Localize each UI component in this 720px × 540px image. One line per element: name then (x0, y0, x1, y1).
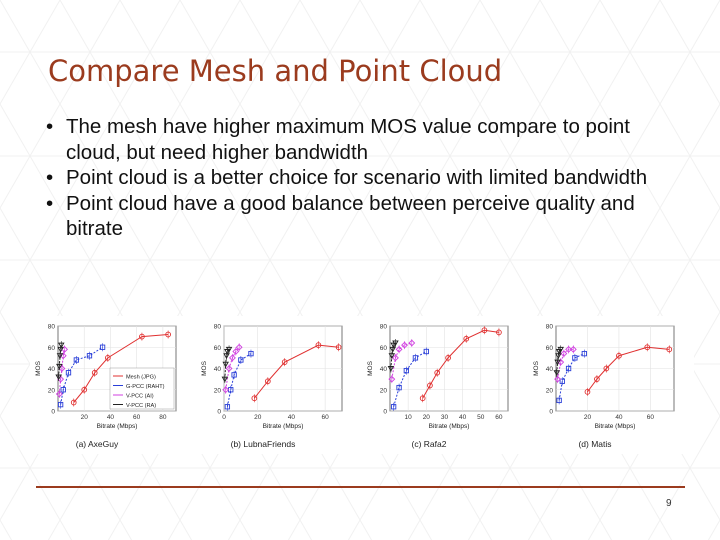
x-tick-label: 30 (440, 414, 449, 421)
chart-caption: (c) Rafa2 (411, 439, 447, 449)
x-tick-label: 80 (159, 414, 167, 421)
legend-label: Mesh (JPG) (126, 374, 156, 381)
legend-label: G-PCC (RAHT) (126, 383, 165, 390)
y-tick-label: 80 (47, 323, 55, 331)
x-tick-label: 20 (583, 414, 592, 421)
x-tick-label: 40 (106, 414, 115, 421)
y-tick-label: 60 (545, 344, 553, 352)
chart-panel (367, 324, 508, 450)
x-tick-label: 0 (222, 414, 226, 421)
y-tick-label: 0 (217, 408, 221, 416)
y-axis-label: MOS (201, 361, 208, 376)
x-tick-label: 20 (422, 414, 430, 421)
y-tick-label: 40 (379, 366, 387, 373)
y-tick-label: 60 (213, 344, 221, 352)
x-axis-label: Bitrate (Mbps) (96, 423, 138, 430)
y-tick-label: 20 (47, 387, 55, 395)
y-tick-label: 20 (545, 387, 553, 395)
y-tick-label: 60 (379, 344, 387, 352)
bullet-item: • Point cloud is a better choice for scenario with limited bandwidth (46, 165, 686, 191)
y-axis-label: MOS (35, 361, 42, 376)
legend-label: V-PCC (AI) (126, 393, 154, 400)
chart-caption: (a) AxeGuy (75, 439, 119, 449)
bullet-item: • Point cloud have a good balance between perceive quality and bitrate (46, 191, 686, 242)
y-tick-label: 80 (213, 323, 221, 331)
y-axis-label: MOS (367, 361, 374, 376)
chart-panel (201, 324, 342, 450)
x-tick-label: 40 (287, 414, 296, 421)
x-tick-label: 10 (404, 414, 412, 421)
x-axis-label: Bitrate (Mbps) (594, 423, 636, 430)
y-axis-label: MOS (533, 361, 540, 376)
x-tick-label: 20 (254, 414, 262, 421)
x-tick-label: 60 (321, 414, 329, 421)
y-tick-label: 20 (213, 387, 221, 395)
y-tick-label: 80 (379, 323, 387, 331)
y-tick-label: 20 (379, 387, 387, 395)
mos-bitrate-charts (30, 316, 694, 454)
chart-panel (533, 324, 674, 450)
bullet-item: • The mesh have higher maximum MOS value compare to point cloud, but need higher bandwidth (46, 114, 686, 165)
x-tick-label: 50 (477, 414, 485, 421)
y-tick-label: 40 (47, 366, 55, 373)
x-axis-label: Bitrate (Mbps) (428, 423, 470, 430)
page-number: 9 (666, 498, 672, 509)
footer-rule (36, 486, 685, 488)
x-tick-label: 40 (615, 414, 623, 421)
x-tick-label: 20 (80, 414, 88, 421)
x-tick-label: 60 (495, 414, 503, 421)
y-tick-label: 0 (549, 408, 553, 416)
x-tick-label: 40 (458, 414, 467, 421)
legend-label: V-PCC (RA) (126, 402, 157, 409)
slide-title: Compare Mesh and Point Cloud (48, 54, 503, 88)
chart-legend (110, 368, 174, 409)
x-tick-label: 60 (646, 414, 655, 421)
x-tick-label: 60 (133, 414, 141, 421)
y-tick-label: 0 (383, 408, 387, 416)
chart-caption: (d) Matis (578, 439, 612, 449)
y-tick-label: 40 (213, 366, 221, 373)
chart-caption: (b) LubnaFriends (230, 439, 296, 449)
bullet-list (46, 114, 686, 242)
mos-bitrate-figure (30, 316, 694, 454)
y-tick-label: 0 (51, 408, 55, 416)
y-tick-label: 40 (545, 366, 553, 373)
x-axis-label: Bitrate (Mbps) (262, 423, 304, 430)
chart-panel (35, 324, 176, 450)
y-tick-label: 80 (545, 323, 553, 331)
y-tick-label: 60 (47, 344, 55, 352)
